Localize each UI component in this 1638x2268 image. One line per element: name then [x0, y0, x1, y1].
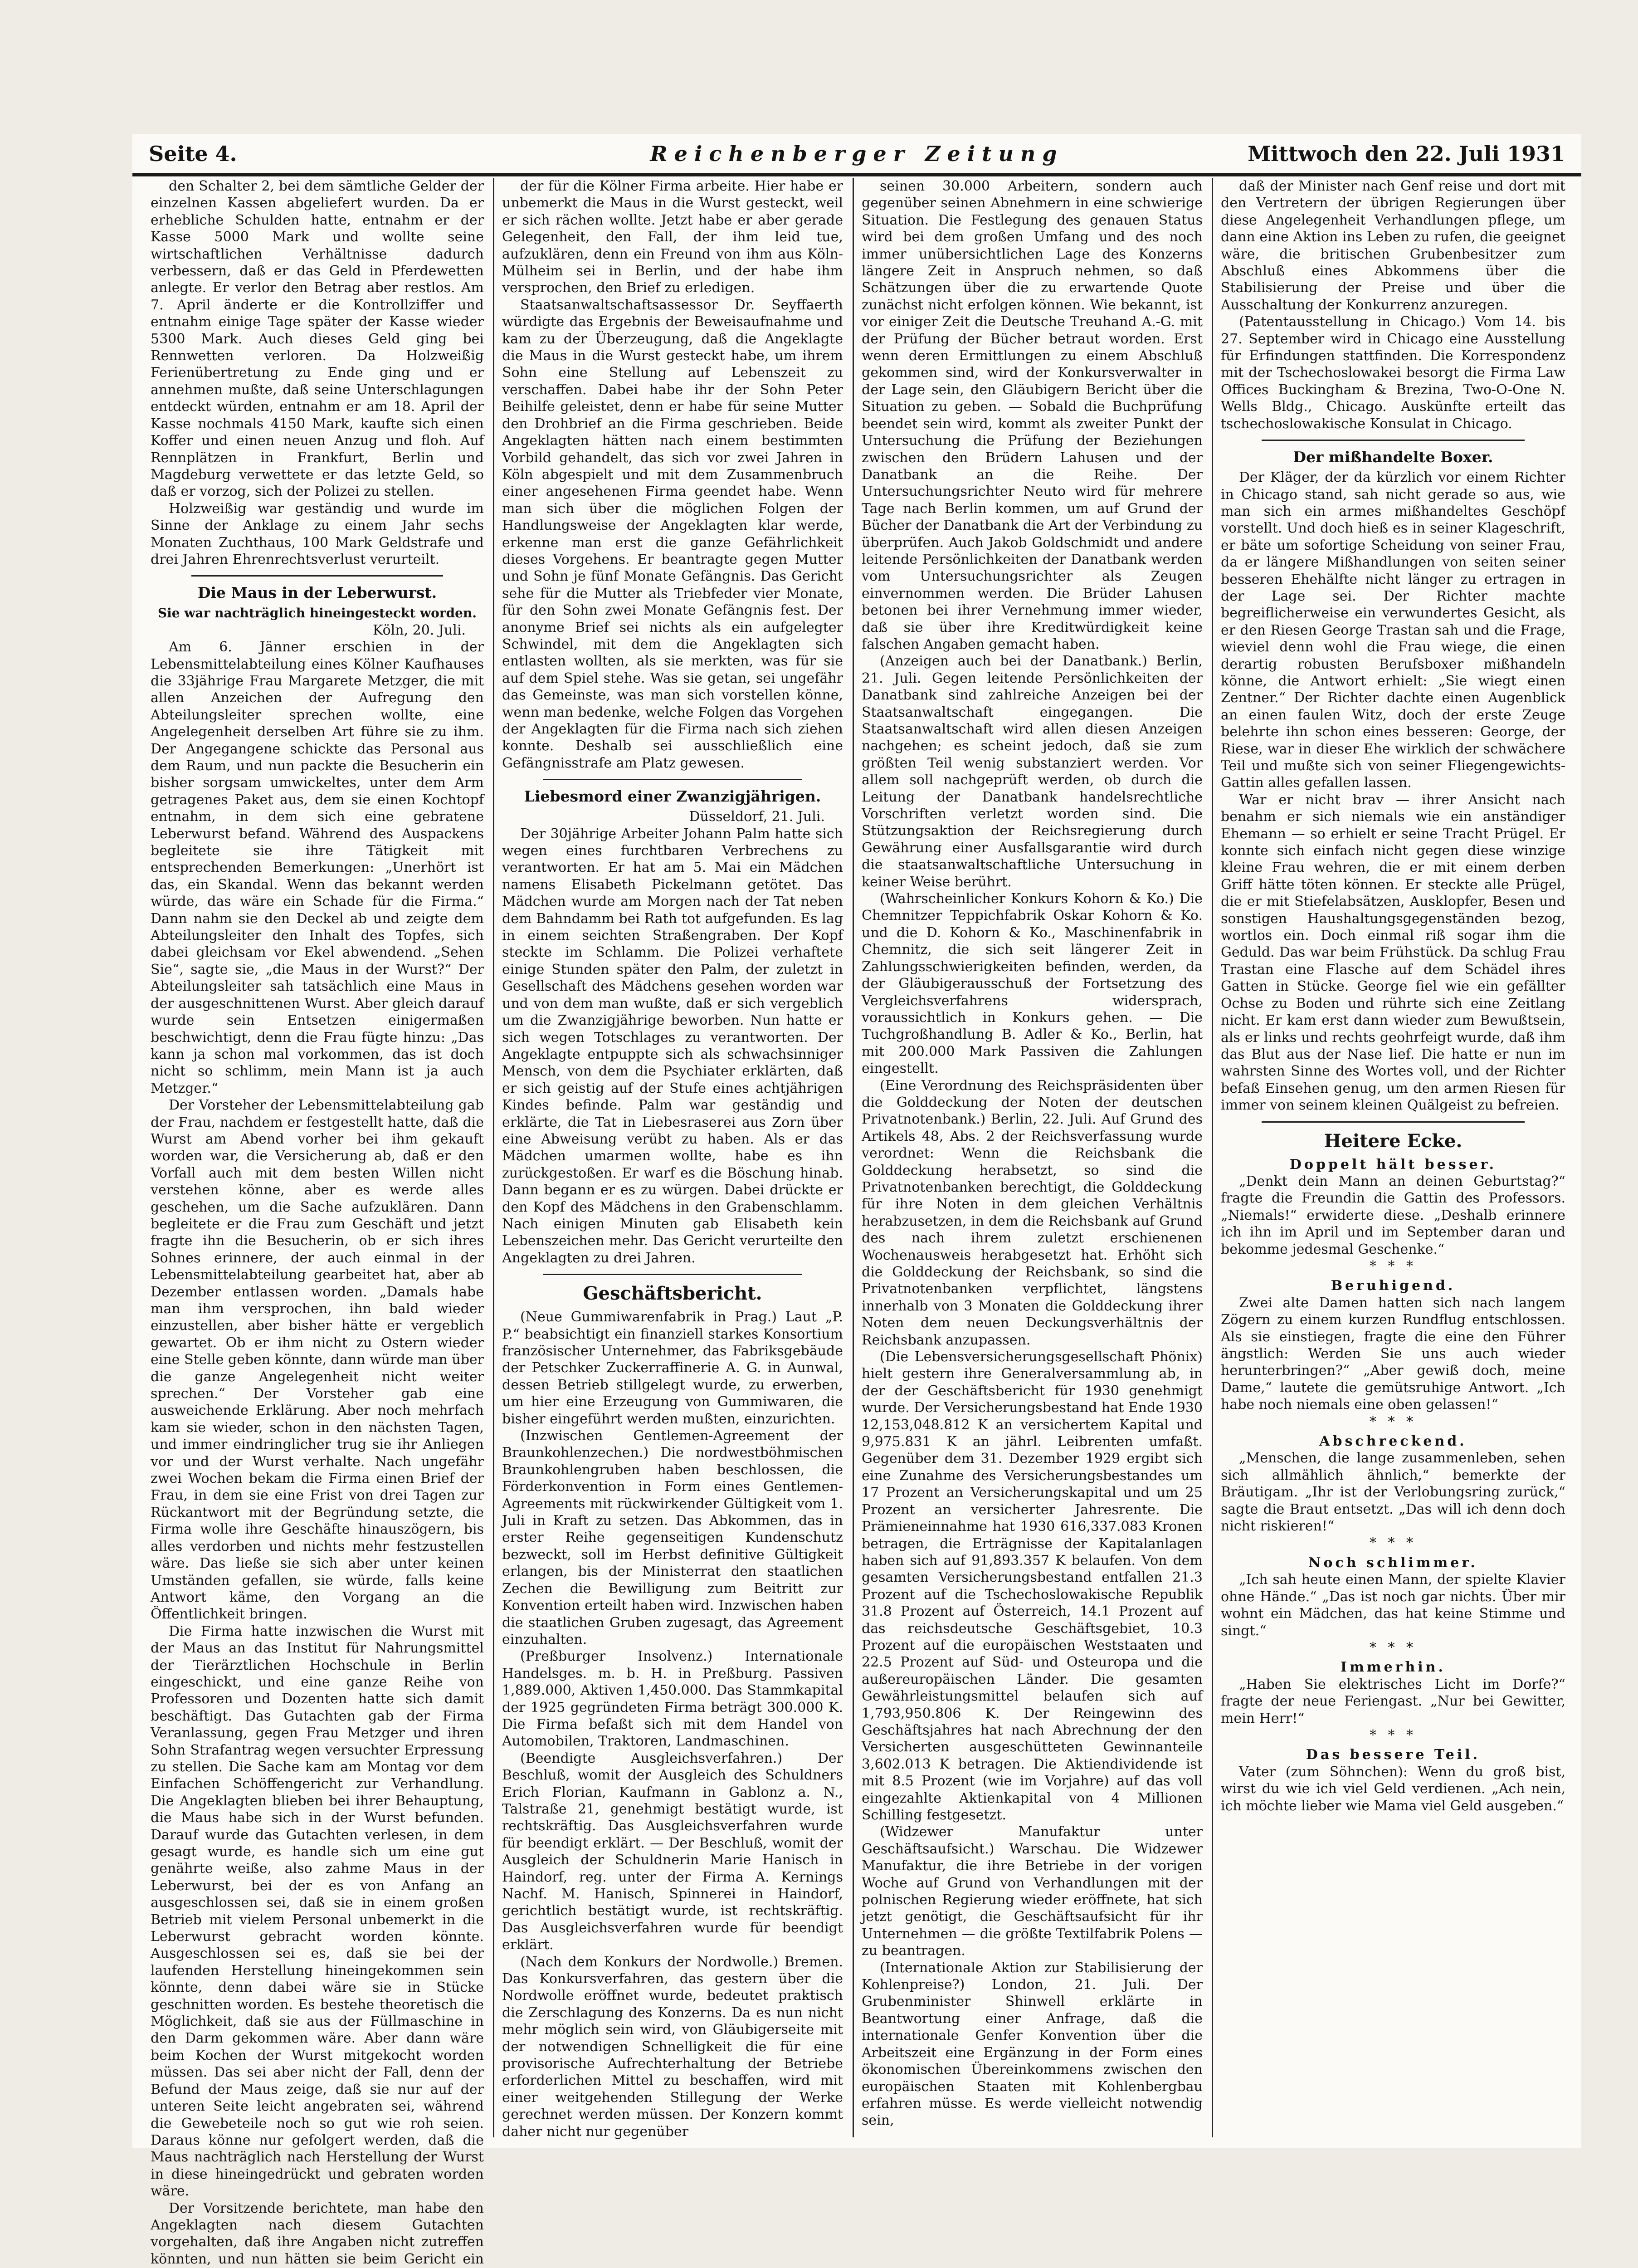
joke-text: „Denkt dein Mann an deinen Geburtstag?“ fragte die Freundin die Gattin des Professors. „Niemals!“ erwiderte diese. „Deshalb erinnere ich ihn im April und im September daran und bekomme jedesmal Geschenke.“ [1221, 1173, 1565, 1257]
article-paragraph: den Schalter 2, bei dem sämtliche Gelder der einzelnen Kassen abgeliefert wurden. Da er erhebliche Schulden hatte, entnahm er der Kasse 5000 Mark und wollte seine wirtschaftlichen Verhältnisse dadurch verbessern, daß er das Geld in Pferdewetten anlegte. Er verlor den Betrag aber restlos. Am 7. April änderte er die Kontrollziffer und entnahm einige Tage später der Kasse wieder 5300 Mark. Auch dieses Geld ging bei Rennwetten verloren. Da Holzweißig Ferienübertretung zu Ende ging und er annehmen mußte, daß seine Unterschlagungen entdeckt würden, entnahm er am 18. April der Kasse nochmals 4150 Mark, kaufte sich einen Koffer und einen neuen Anzug und floh. Auf Rennplätzen in Frankfurt, Berlin und Magdeburg verwettete er das letzte Geld, so daß er vorzog, sich der Polizei zu stellen. [151, 178, 484, 500]
joke-text: „Haben Sie elektrisches Licht im Dorfe?“ fragte der neue Feriengast. „Nur bei Gewitter, mein Herr!“ [1221, 1676, 1565, 1726]
section-headline: Heitere Ecke. [1324, 1130, 1462, 1152]
article-paragraph: Der Vorsteher der Lebensmittelabteilung gab der Frau, nachdem er festgestellt hatte, daß die Wurst am Abend vorher bei ihm gekauft worden war, die Versicherung ab, daß er den Vorfall auch mit dem besten Willen nicht verstehen könne, aber es werde alles geschehen, um die Sache aufzuklären. Dann begleitete er die Frau zum Geschäft und jetzt fragte ihn die Besucherin, ob er sich ihres Sohnes erinnere, der auch einmal in der Lebensmittelabteilung gearbeitet hat, aber ab Dezember entlassen worden. „Damals habe man ihm versprochen, ihn bald wieder einzustellen, aber bisher hätte er vergeblich gewartet. Ob er ihm nicht zu Ostern wieder eine Stelle geben könnte, dann würde man über die ganze Angelegenheit nicht weiter sprechen.“ Der Vorsteher gab eine ausweichende Erklärung. Aber noch mehrfach kam sie wieder, schon in den nächsten Tagen, und immer eindringlicher trug sie ihr Anliegen vor und der Wurst verhalte. Nach ungefähr zwei Wochen bekam die Firma einen Brief der Frau, in dem sie eine Frist von drei Tagen zur Rückantwort mit der Begründung setzte, die Firma wolle ihre Geschäfte hinauszögern, bis alles verdorben und nichts mehr festzustellen wäre. Das ließe sie sich aber unter keinen Umständen gefallen, sie würde, falls keine Antwort käme, den Vorgang an die Öffentlichkeit bringen. [151, 1097, 484, 1623]
business-report: (Widzewer Manufaktur unter Geschäftsaufsicht.) Warschau. Die Widzewer Manufaktur, die ihre Betriebe in der vorigen Woche auf Grund von Verhandlungen mit der polnischen Regierung wieder eröffnete, hat sich jetzt genötigt, die Geschäftsaufsicht für ihr Unternehmen — die größte Textilfabrik Polens — zu beantragen. [862, 1824, 1203, 1959]
joke-text: „Ich sah heute einen Mann, der spielte Klavier ohne Hände.“ „Das ist noch gar nichts. Über mir wohnt ein Mädchen, das hat keine Stimme und singt.“ [1221, 1572, 1565, 1639]
business-report: (Patentausstellung in Chicago.) Vom 14. bis 27. September wird in Chicago eine Ausstellung für Erfindungen stattfinden. Die Korrespondenz mit der Tschechoslowakei besorgt die Firma Law Offices Buckingham & Brezina, Two-O-One N. Wells Bldg., Chicago. Auskünfte erteilt das tschechoslowakische Konsulat in Chicago. [1221, 314, 1565, 432]
business-report: seinen 30.000 Arbeitern, sondern auch gegenüber seinen Abnehmern in eine schwierige Situation. Die Festlegung des genauen Status wird bei dem großen Umfang und des noch immer unübersichtlichen Lage des Konzerns längere Zeit in Anspruch nehmen, so daß Schätzungen über die zu erwartende Quote zunächst nicht erfolgen können. Wie bekannt, ist vor einiger Zeit die Deutsche Treuhand A.-G. mit der Prüfung der Bücher betraut worden. Erst wenn deren Ermittlungen zu einem Abschluß gekommen sind, wird der Konkursverwalter in der Lage sein, den Gläubigern Bericht über die Situation zu geben. — Sobald die Buchprüfung beendet sein wird, kommt als zweiter Punkt der Untersuchung die Prüfung der Beziehungen zwischen den Brüdern Lahusen und der Danatbank an die Reihe. Der Untersuchungsrichter Neuto wird für mehrere Tage nach Berlin kommen, um auf Grund der Bücher der Danatbank die Art der Verbindung zu überprüfen. Auch Jakob Goldschmidt und andere leitende Persönlichkeiten der Danatbank werden vom Untersuchungsrichter als Zeugen einvernommen werden. Die Brüder Lahusen betonen bei ihrer Vernehmung immer wieder, daß sie über ihre Kreditwürdigkeit keine falschen Angaben gemacht haben. [862, 178, 1203, 652]
newspaper-page [132, 134, 1581, 2267]
business-report: (Anzeigen auch bei der Danatbank.) Berlin, 21. Juli. Gegen leitende Persönlichkeiten der Danatbank sind zahlreiche Anzeigen bei der Staatsanwaltschaft eingegangen. Die Staatsanwaltschaft wird allen diesen Anzeigen nachgehen; es scheint jedoch, daß sie zum größten Teil wenig substanziert werden. Vor allem soll nachgeprüft werden, ob durch die Leitung der Danatbank handelsrechtliche Vorschriften verletzt worden sind. Die Stützungsaktion der Reichsregierung durch Gewährung einer Ausfallsgarantie wird durch die staatsanwaltschaftliche Untersuchung in keiner Weise berührt. [862, 653, 1203, 890]
business-report: (Eine Verordnung des Reichspräsidenten über die Golddeckung der Noten der deutschen Privatnotenbank.) Berlin, 22. Juli. Auf Grund des Artikels 48, Abs. 2 der Reichsverfassung wurde verordnet: Wenn die Reichsbank die Golddeckung herabsetzt, so sind die Privatnotenbanken berechtigt, die Golddeckung für ihre Noten in dem gleichen Verhältnis herabzusetzen, in dem die Reichsbank auf Grund des nach ihrem zuletzt erschienenen Wochenausweis herabgesetzt hat. Erhöht sich die Golddeckung der Reichsbank, so sind die Privatnotenbanken verpflichtet, längstens innerhalb von 3 Monaten die Golddeckung ihrer Noten dem neuen Deckungsverhältnis der Reichsbank anzupassen. [862, 1077, 1203, 1348]
separator-stars: * * * [1369, 1258, 1417, 1274]
article-divider [1262, 440, 1525, 441]
article-paragraph: Holzweißig war geständig und wurde im Sinne der Anklage zu einem Jahr sechs Monaten Zuchthaus, 100 Mark Geldstrafe und drei Jahren Ehrenrechtsverlust verurteilt. [151, 500, 484, 567]
business-report: (Internationale Aktion zur Stabilisierung der Kohlenpreise?) London, 21. Juli. Der Grubenminister Shinwell erklärte in Beantwortung einer Anfrage, daß die internationale Genfer Konvention über die Arbeitszeit eine Ergänzung in der Form eines ökonomischen Übereinkommens zwischen den europäischen Staaten mit Kohlenbergbau erfahren müsse. Es werde vielleicht notwendig sein, [862, 1960, 1203, 2129]
article-headline: Liebesmord einer Zwanzigjährigen. [524, 787, 821, 806]
section-headline: Geschäftsbericht. [583, 1283, 762, 1305]
article-paragraph: Der Kläger, der da kürzlich vor einem Richter in Chicago stand, sah nicht gerade so aus, wie man sich ein armes mißhandeltes Geschöpf vorstellt. Und doch hieß es in seiner Klageschrift, er bäte um sofortige Scheidung von seiner Frau, da er längere Mißhandlungen von seiten seiner besseren Ehehälfte nicht länger zu ertragen in der Lage sei. Der Richter machte begreiflicherweise ein verwundertes Gesicht, als er den Riesen George Trastan sah und die Frage, wieviel denn wohl die Frau wiege, die einen derartig robusten Berufsboxer mißhandeln könne, die Antwort erhielt: „Sie wiegt einen Zentner.“ Der Richter dachte einen Augenblick an einen faulen Witz, doch der erste Zeuge belehrte ihn schon eines besseren: George, der Riese, war in dieser Ehe wirklich der schwächere Teil und mußte sich von seiner Fliegengewichts-Gattin alles gefallen lassen. [1221, 469, 1565, 791]
article-headline: Der mißhandelte Boxer. [1293, 448, 1493, 466]
article-divider [1262, 1121, 1525, 1123]
article-divider [191, 575, 443, 577]
column-4 [1221, 178, 1565, 2137]
business-report: daß der Minister nach Genf reise und dort mit den Vertretern der übrigen Regierungen über diese Angelegenheit Verhandlungen pflege, um dann eine Aktion ins Leben zu rufen, die geeignet wäre, die britischen Grubenbesitzer zum Abschluß eines Abkommens über die Stabilisierung der Preise und über die Ausschaltung der Konkurrenz anzuregen. [1221, 178, 1565, 313]
article-subheadline: Sie war nachträglich hineingesteckt worden. [157, 606, 477, 621]
business-report: (Neue Gummiwarenfabrik in Prag.) Laut „P. P.“ beabsichtigt ein finanziell starkes Konsortium französischer Unternehmer, das Fabriksgebäude der Petschker Zuckerraffinerie A. G. in Aunwal, dessen Betrieb stillgelegt wurde, zu erwerben, um hier eine Erzeugung von Gummiwaren, die bisher eingeführt werden mußten, einzurichten. [502, 1309, 843, 1427]
business-report: (Die Lebensversicherungsgesellschaft Phönix) hielt gestern ihre Generalversammlung ab, in der der Geschäftsbericht für 1930 genehmigt wurde. Der Versicherungsbestand hat Ende 1930 12,153,048.812 K an versichertem Kapital und 9,975.831 K an jährl. Leibrenten umfaßt. Gegenüber dem 31. Dezember 1929 ergibt sich eine Zunahme des Versicherungsbestandes um 17 Prozent an Versicherungskapital und um 25 Prozent an versicherter Jahresrente. Die Prämieneinnahme hat 1930 616,337.083 Kronen betragen, die Erträgnisse der Kapitalanlagen haben sich auf 91,893.357 K belaufen. Von dem gesamten Versicherungsbestand entfallen 21.3 Prozent auf die Tschechoslowakische Republik 31.8 Prozent auf Österreich, 14.1 Prozent auf das reichsdeutsche Geschäftsgebiet, 10.3 Prozent auf die europäischen Weststaaten und 22.5 Prozent auf Süd- und Osteuropa und die außereuropäischen Länder. Die gesamten Gewährleistungsmittel belaufen sich auf 1,793,950.806 K. Der Reingewinn des Geschäftsjahres hat nach Abrechnung der den Versicherten ausgeschütteten Gewinnanteile 3,602.013 K betragen. Die Aktiendividende ist mit 8.5 Prozent (wie im Vorjahre) auf das voll eingezahlte Aktienkapital von 4 Millionen Schilling festgesetzt. [862, 1349, 1203, 1823]
newspaper-title: Reichenberger Zeitung [650, 142, 1064, 166]
column-1 [151, 178, 484, 2267]
joke-title: Das bessere Teil. [1306, 1747, 1481, 1763]
joke-title: Abschreckend. [1319, 1433, 1467, 1450]
separator-stars: * * * [1369, 1413, 1417, 1430]
page-header [132, 134, 1581, 176]
issue-date: Mittwoch den 22. Juli 1931 [1248, 142, 1565, 166]
joke-title: Noch schlimmer. [1308, 1554, 1478, 1571]
article-divider [543, 779, 802, 780]
joke-title: Beruhigend. [1331, 1278, 1456, 1294]
joke-title: Immerhin. [1341, 1659, 1446, 1676]
business-report: (Nach dem Konkurs der Nordwolle.) Bremen. Das Konkursverfahren, das gestern über die Nordwolle eröffnet wurde, bedeutet praktisch die Zerschlagung des Konzerns. Da es nun nicht mehr möglich sein wird, von Gläubigerseite mit der notwendigen Schnelligkeit die für eine provisorische Aufrechterhaltung der Betriebe erforderlichen Mittel zu beschaffen, wird mit einer weitgehenden Stillegung der Werke gerechnet werden müssen. Der Konzern kommt daher nicht nur gegenüber [502, 1954, 843, 2140]
separator-stars: * * * [1369, 1639, 1417, 1656]
joke-title: Doppelt hält besser. [1289, 1156, 1497, 1173]
column-2 [502, 178, 843, 2140]
business-report: (Preßburger Insolvenz.) Internationale Handelsges. m. b. H. in Preßburg. Passiven 1,889.000, Aktiven 1,450.000. Das Stammkapital der 1925 gegründeten Firma beträgt 300.000 K. Die Firma befaßt sich mit dem Handel von Automobilen, Traktoren, Landmaschinen. [502, 1648, 843, 1750]
article-divider [543, 1274, 802, 1275]
separator-stars: * * * [1369, 1727, 1417, 1743]
article-paragraph: Staatsanwaltschaftsassessor Dr. Seyffaerth würdigte das Ergebnis der Beweisaufnahme und kam zu der Überzeugung, daß die Angeklagte die Maus in die Wurst gesteckt habe, um ihrem Sohn eine Stellung auf Lebenszeit zu verschaffen. Dabei habe ihr der Sohn Peter Beihilfe geleistet, denn er habe für seine Mutter den Drohbrief an die Firma geschrieben. Beide Angeklagten hätten nach einem bestimmten Vorbild gehandelt, das sich vor zwei Jahren in Köln abgespielt und mit dem Zusammenbruch einer angesehenen Firma geendet habe. Wenn man sich über die möglichen Folgen der Handlungsweise der Angeklagten klar werde, erkenne man erst die ganze Gefährlichkeit dieses Vorgehens. Er beantragte gegen Mutter und Sohn je fünf Monate Gefängnis. Das Gericht sehe für die Mutter als Triebfeder vier Monate, für den Sohn zwei Monate Gefängnis fest. Der anonyme Brief sei nichts als ein aufgelegter Schwindel, mit dem die Angeklagten sich entlasten wollten, als sie merkten, was für sie auf dem Spiel stehe. Was sie getan, sei ungefähr das Gemeinste, was man sich vorstellen könne, wenn man bedenke, welche Folgen das Vorgehen der Angeklagten für die Firma nach sich ziehen konnte. Deshalb sei ausschließlich eine Gefängnisstrafe am Platz gewesen. [502, 297, 843, 771]
article-paragraph: Die Firma hatte inzwischen die Wurst mit der Maus an das Institut für Nahrungsmittel der Tierärztlichen Hochschule in Berlin eingeschickt, und eine ganze Reihe von Professoren und Dozenten hatte sich damit beschäftigt. Das Gutachten gab der Firma Veranlassung, gegen Frau Metzger und ihren Sohn Strafantrag wegen versuchter Erpressung zu stellen. Die Sache kam am Montag vor dem Einfachen Schöffengericht zur Verhandlung. Die Angeklagten blieben bei ihrer Behauptung, die Maus habe sich in der Wurst befunden. Darauf wurde das Gutachten verlesen, in dem gesagt wurde, es handle sich um eine gut genährte weiße, also zahme Maus in der Leberwurst, bei der es von Anfang an ausgeschlossen sei, daß sie in einem großen Betrieb mit vielem Personal unbemerkt in die Leberwurst gebracht worden könnte. Ausgeschlossen sei es, daß sie bei der laufenden Herstellung hineingekommen sein könnte, denn dabei wäre sie in Stücke geschnitten worden. Es bestehe theoretisch die Möglichkeit, daß sie aus der Füllmaschine in den Darm gekommen wäre. Aber dann wäre beim Kochen der Wurst mitgekocht worden müssen. Das sei aber nicht der Fall, denn der Befund der Maus zeige, daß sie nur auf der unteren Seite leicht angebraten sei, während die Gewebeteile noch so gut wie roh seien. Daraus könne nur gefolgert werden, daß die Maus nachträglich nach Herstellung der Wurst in diese hineingedrückt und gebraten worden wäre. [151, 1623, 484, 2200]
joke-text: Vater (zum Söhnchen): Wenn du groß bist, wirst du wie ich viel Geld verdienen. „Ach nein, ich möchte lieber wie Mama viel Geld ausgeben.“ [1221, 1764, 1565, 1814]
article-paragraph: der für die Kölner Firma arbeite. Hier habe er unbemerkt die Maus in die Wurst gesteckt, weil er sich rächen wollte. Jetzt habe er aber gerade Gelegenheit, den Fall, der ihm leid tue, aufzuklären, denn ein Freund von ihm aus Köln-Mülheim sei in Berlin, und der habe ihm versprochen, den Brief zu erledigen. [502, 178, 843, 296]
column-3 [862, 178, 1203, 2137]
article-dateline: Düsseldorf, 21. Juli. [689, 809, 825, 825]
article-dateline: Köln, 20. Juli. [373, 622, 466, 638]
business-report: (Wahrscheinlicher Konkurs Kohorn & Ko.) Die Chemnitzer Teppichfabrik Oskar Kohorn & Ko. und die D. Kohorn & Ko., Maschinenfabrik in Chemnitz, die sich seit längerer Zeit in Zahlungsschwierigkeiten befinden, werden, da der Gläubigerausschuß der Fortsetzung des Vergleichsverfahrens widersprach, voraussichtlich in Konkurs gehen. — Die Tuchgroßhandlung B. Adler & Ko., Berlin, hat mit 200.000 Mark Passiven die Zahlungen eingestellt. [862, 891, 1203, 1077]
article-paragraph: Der 30jährige Arbeiter Johann Palm hatte sich wegen eines furchtbaren Verbrechens zu verantworten. Er hat am 5. Mai ein Mädchen namens Elisabeth Pickelmann getötet. Das Mädchen wurde am Morgen nach der Tat neben dem Bahndamm bei Rath tot aufgefunden. Es lag in einem seichten Straßengraben. Der Kopf steckte im Schlamm. Die Polizei verhaftete einige Stunden später den Palm, der zuletzt in Gesellschaft des Mädchens gesehen worden war und von dem man wußte, daß er sich vergeblich um die Zwanzigjährige beworben. Nun hatte er sich wegen Totschlages zu verantworten. Der Angeklagte entpuppte sich als schwachsinniger Mensch, von dem die Psychiater erklärten, daß er sich geistig auf der Stufe eines achtjährigen Kindes befinde. Palm war geständig und erklärte, die Tat in Liebesraserei aus Zorn über eine Abweisung verübt zu haben. Als er das Mädchen umarmen wollte, habe es ihn zurückgestoßen. Er warf es die Böschung hinab. Dann begann er es zu würgen. Dabei drückte er den Kopf des Mädchens in den Grabenschlamm. Nach einigen Minuten gab Elisabeth kein Lebenszeichen mehr. Das Gericht verurteilte den Angeklagten zu drei Jahren. [502, 826, 843, 1266]
joke-text: „Menschen, die lange zusammenleben, sehen sich allmählich ähnlich,“ bemerkte der Bräutigam. „Ihr ist der Verlobungsring zurück,“ sagte die Braut entsetzt. „Das will ich denn doch nicht riskieren!“ [1221, 1450, 1565, 1535]
article-paragraph: War er nicht brav — ihrer Ansicht nach benahm er sich niemals wie ein anständiger Ehemann — so erhielt er seine Tracht Prügel. Er konnte sich einfach nicht gegen diese winzige kleine Frau wehren, die er mit einem derben Griff hätte töten können. Er steckte alle Prügel, die er mit Stiefelabsätzen, Ausklopfer, Besen und sonstigen Haushaltungsgegenständen bezog, wortlos ein. Doch einmal riß sogar ihm die Geduld. Das war beim Frühstück. Da schlug Frau Trastan eine Flasche auf dem Schädel ihres Gatten in Stücke. George fiel wie ein gefällter Ochse zu Boden und rührte sich eine Zeitlang nicht. Er kam erst dann wieder zum Bewußtsein, als er links und rechts geohrfeigt wurde, daß ihm das Blut aus der Nase lief. Die hatte er nun im wahrsten Sinne des Wortes voll, und der Richter befaß Einsehen genug, um den armen Riesen für immer von seinem kleinen Quälgeist zu befreien. [1221, 792, 1565, 1114]
article-paragraph: Der Vorsitzende berichtete, man habe den Angeklagten nach diesem Gutachten vorgehalten, daß ihre Angaben nicht zutreffen könnten, und nun hätten sie beim Gericht ein [151, 2200, 484, 2267]
joke-text: Zwei alte Damen hatten sich nach langem Zögern zu einem kurzen Rundflug entschlossen. Als sie einstiegen, fragte die eine den Führer ängstlich: Werden Sie uns auch wieder herunterbringen?“ „Aber gewiß doch, meine Dame,“ lautete die gemütsruhige Antwort. „Ich habe noch niemals eine oben gelassen!“ [1221, 1295, 1565, 1413]
page-number: Seite 4. [149, 142, 237, 166]
columns [132, 178, 1581, 2267]
business-report: (Inzwischen Gentlemen-Agreement der Braunkohlenzechen.) Die nordwestböhmischen Braunkohlengruben haben beschlossen, die Förderkonvention in Form eines Gentlemen-Agreements mit rückwirkender Gültigkeit vom 1. Juli in Kraft zu setzen. Das Abkommen, das in erster Reihe gegenseitigen Kundenschutz bezweckt, soll im Herbst definitive Gültigkeit erlangen, bis der Ministerrat den staatlichen Zechen die Bewilligung zum Beitritt zur Konvention erteilt haben wird. Inzwischen haben die staatlichen Gruben zugesagt, das Agreement einzuhalten. [502, 1428, 843, 1647]
business-report: (Beendigte Ausgleichsverfahren.) Der Beschluß, womit der Ausgleich des Schuldners Erich Florian, Kaufmann in Gablonz a. N., Talstraße 21, genehmigt bestätigt wurde, ist rechtskräftig. Das Ausgleichsverfahren wurde für beendigt erklärt. — Der Beschluß, womit der Ausgleich der Schuldnerin Marie Hanisch in Haindorf, reg. unter der Firma A. Kernings Nachf. M. Hanisch, Spinnerei in Haindorf, gerichtlich bestätigt wurde, ist rechtskräftig. Das Ausgleichsverfahren wurde für beendigt erklärt. [502, 1750, 843, 1953]
article-paragraph: Am 6. Jänner erschien in der Lebensmittelabteilung eines Kölner Kaufhauses die 33jährige Frau Margarete Metzger, die mit allen Anzeichen der Aufregung den Abteilungsleiter sprechen wollte, eine Angelegenheit derselben Art führe sie zu ihm. Der Angegangene schickte das Personal aus dem Raum, und nun packte die Besucherin ein bisher sorgsam umwickeltes, unter dem Arm getragenes Paket aus, dem sie einen Kochtopf entnahm, in dem sich eine gebratene Leberwurst befand. Während des Auspackens begleitete sie ihre Tätigkeit mit entsprechenden Bemerkungen: „Unerhört ist das, ein Skandal. Wenn das bekannt werden würde, das wäre ein Schade für die Firma.“ Dann nahm sie den Deckel ab und zeigte dem Abteilungsleiter den Inhalt des Topfes, sich dabei gleichsam vor Ekel abwendend. „Sehen Sie“, sagte sie, „die Maus in der Wurst?“ Der Abteilungsleiter sah tatsächlich eine Maus in der ausgeschnittenen Wurst. Aber gleich darauf wurde sein Entsetzen einigermaßen beschwichtigt, denn die Frau fügte hinzu: „Das kann ja schon mal vorkommen, das ist doch nicht so schlimm, mein Mann ist ja auch Metzger.“ [151, 639, 484, 1096]
separator-stars: * * * [1369, 1535, 1417, 1551]
article-headline: Die Maus in der Leberwurst. [197, 584, 437, 602]
